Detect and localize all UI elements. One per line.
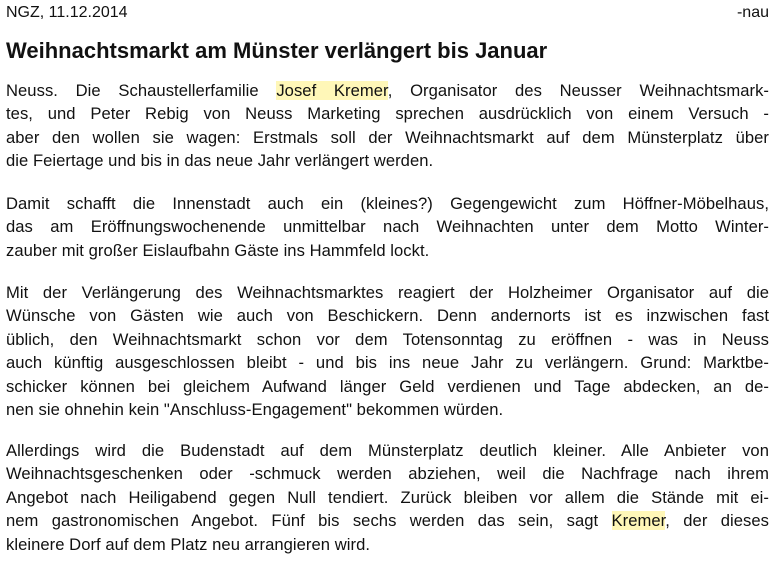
article-paragraph-2 [6,192,769,262]
paragraph-line: kleinere Dorf auf dem Platz neu arrangieren wird. [6,534,371,554]
paragraph-line: auch künftig ausgeschlossen bleibt - und bis ins neue Jahr zu verlängern. Grund: Marktbe- [6,353,769,373]
paragraph-line: schicker können bei gleichem Aufwand länger Geld verdienen und Tage abdecken, an de- [6,376,769,396]
paragraph-line: Allerdings wird die Budenstadt auf dem Münsterplatz deutlich kleiner. Alle Anbieter von [6,441,769,460]
highlighted-name: Josef Kremer [276,81,388,100]
paragraph-line: nen sie ohnehin kein "Anschluss-Engagement" bekommen würden. [6,400,504,420]
paragraph-line: Mit der Verlängerung des Weihnachtsmarktes reagiert der Holzheimer Organisator auf die [6,283,769,302]
paragraph-line: Weihnachtsgeschenken oder -schmuck werden abziehen, weil die Nachfrage nach ihrem [6,464,769,484]
paragraph-line: Angebot nach Heiligabend gegen Null tendiert. Zurück bleiben vor allem die Stände mit ei- [6,487,769,507]
paragraph-line: üblich, den Weihnachtsmarkt schon vor dem Totensonntag zu eröffnen - was in Neuss [6,329,769,349]
paragraph-line: Neuss. Die Schaustellerfamilie Josef Kremer, Organisator des Neusser Weihnachtsmark- [6,81,770,100]
paragraph-line: aber den wollen sie wagen: Erstmals soll der Weihnachtsmarkt auf dem Münsterplatz über [6,127,769,147]
paragraph-line: tes, und Peter Rebig von Neuss Marketing sprechen ausdrücklich von einem Versuch - [6,104,769,124]
paragraph-line: das am Eröffnungswochenende unmittelbar nach Weihnachten unter dem Motto Winter- [6,217,769,237]
article-paragraph-4 [6,439,769,556]
paragraph-line: zauber mit großer Eislaufbahn Gäste ins Hammfeld lockt. [6,240,430,260]
source-date: NGZ, 11.12.2014 [6,4,128,21]
article-paragraph-3 [6,281,769,421]
author-tag: -nau [736,4,769,21]
article-title: Weihnachtsmarkt am Münster verlängert bis Januar [6,38,548,63]
paragraph-line: Wünsche von Gästen wie auch von Beschickern. Denn andernorts ist es inzwischen fast [6,306,769,326]
article-paragraph-1 [6,79,769,173]
article-header [6,2,769,24]
paragraph-line: nem gastronomischen Angebot. Fünf bis sechs werden das sein, sagt Kremer, der dieses [6,511,769,531]
paragraph-line: Damit schafft die Innenstadt auch ein (kleines?) Gegengewicht zum Höffner-Möbelhaus, [6,194,769,213]
highlighted-name: Kremer [611,511,666,531]
paragraph-line: die Feiertage und bis in das neue Jahr verlängert werden. [6,151,434,171]
